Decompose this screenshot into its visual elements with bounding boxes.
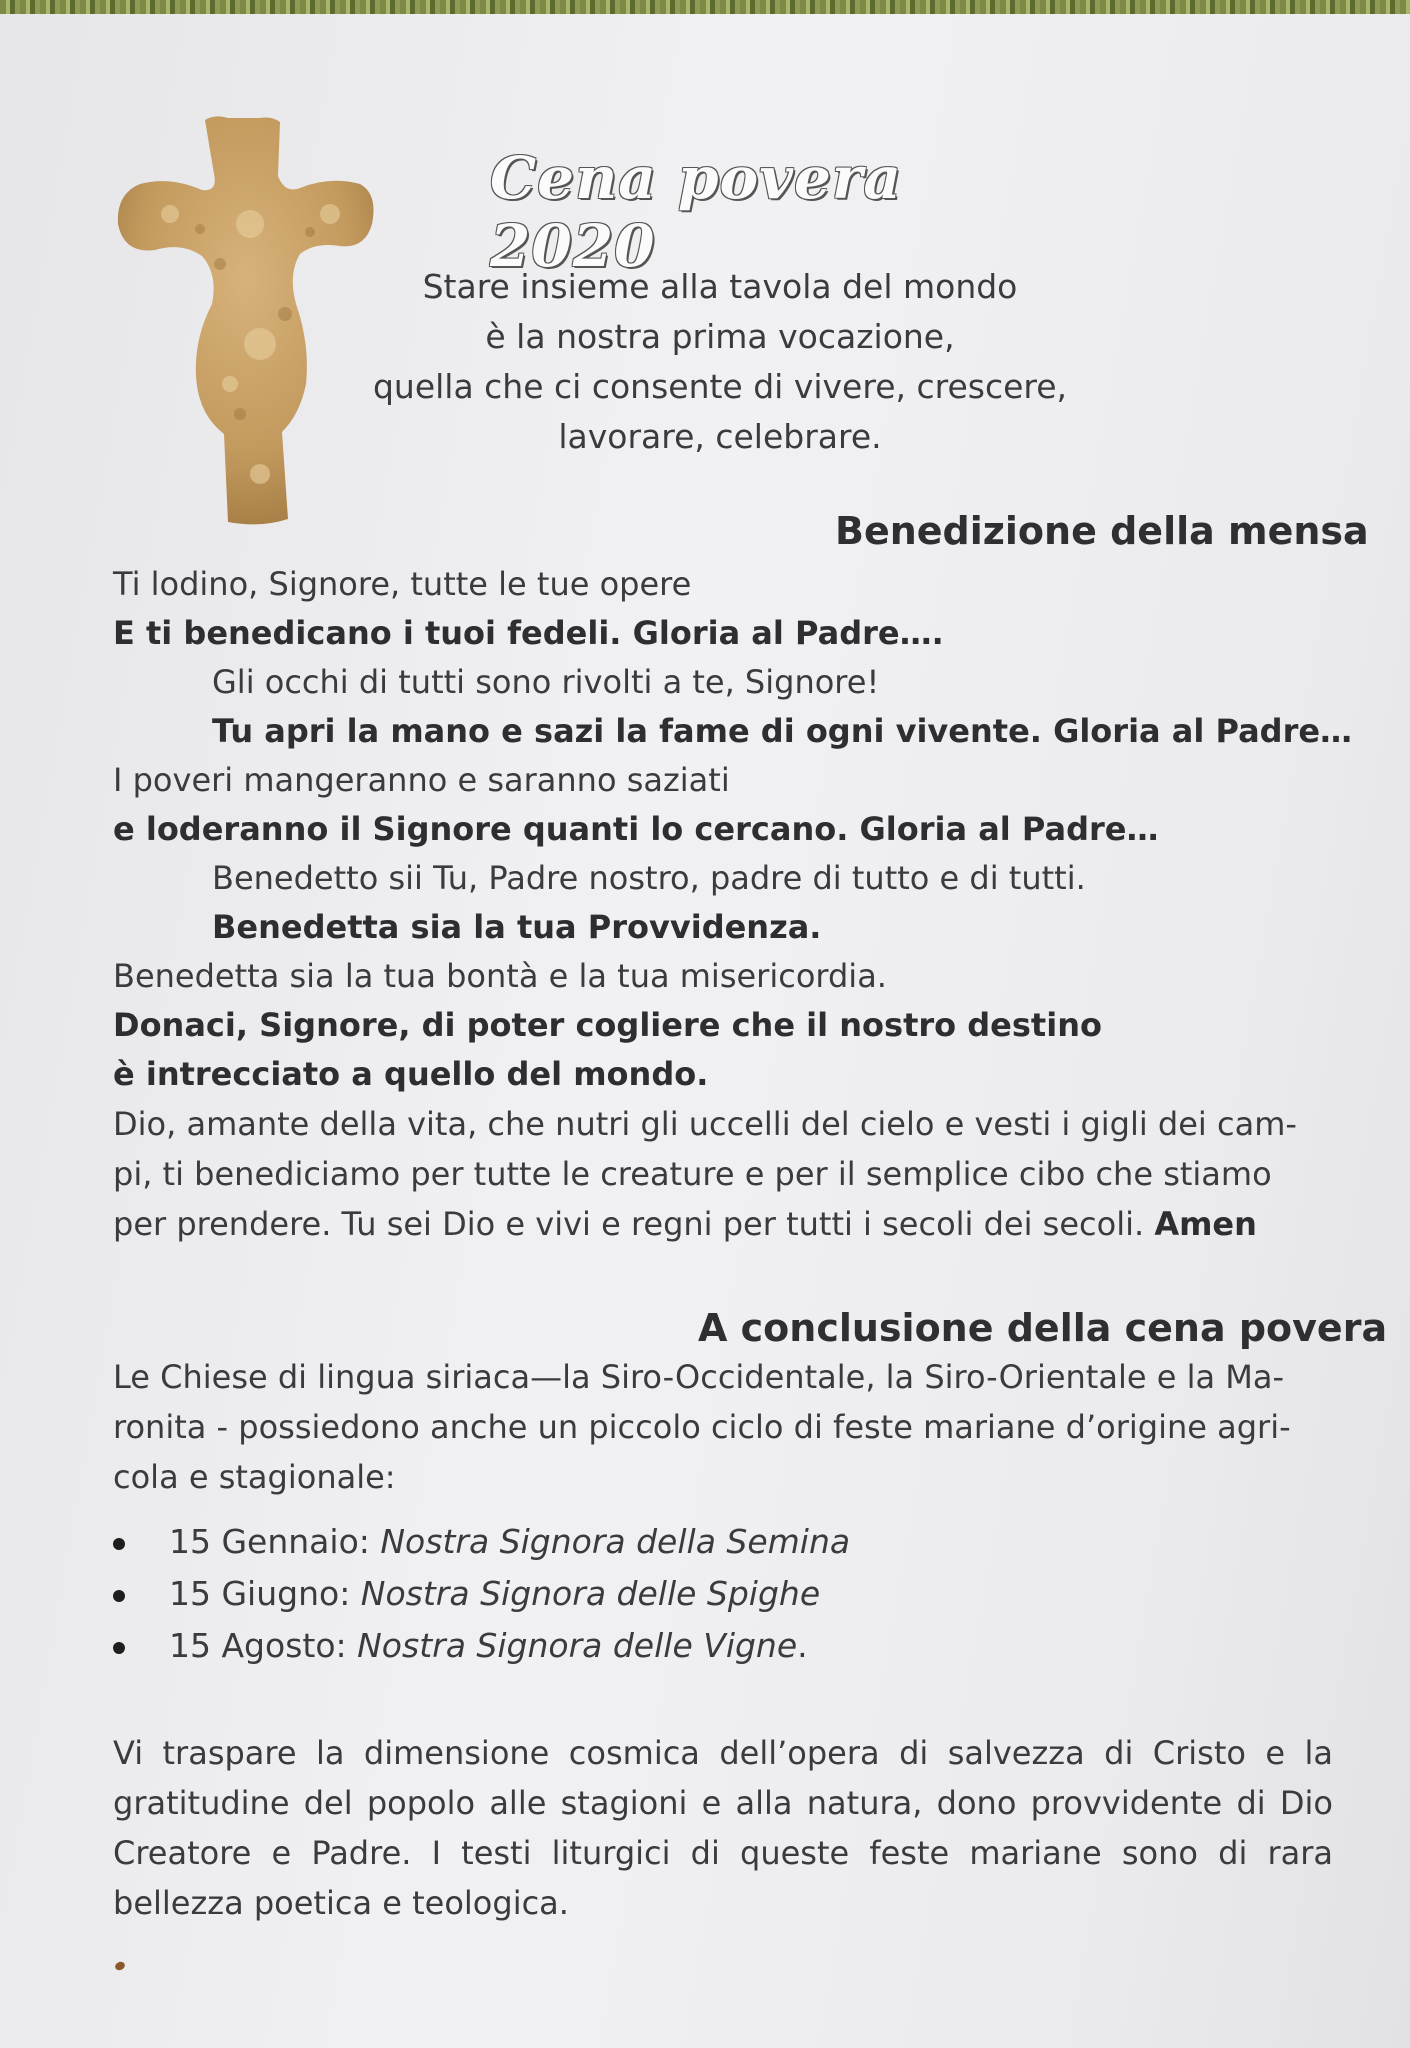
intro-line: quella che ci consente di vivere, crescere,	[372, 367, 1068, 406]
prayer-line: Tu apri la mano e sazi la fame di ogni vivente. Gloria al Padre…	[212, 712, 1353, 750]
prayer-line: Ti lodino, Signore, tutte le tue opere	[113, 565, 692, 603]
section-heading-benedizione: Benedizione della mensa	[835, 509, 1369, 553]
paragraph-line: ronita - possiedono anche un piccolo ciclo di feste mariane d’origine agri-	[113, 1408, 1291, 1446]
closing-prayer	[113, 1099, 1333, 1249]
paragraph-line: Vi traspare la dimensione cosmica dell’opera di salvezza di Cristo e la	[113, 1734, 1333, 1772]
feast-date: 15 Giugno:	[169, 1574, 361, 1613]
closing-prayer-line: pi, ti benediciamo per tutte le creature e per il semplice cibo che stiamo	[113, 1155, 1272, 1193]
feast-list-item	[113, 1626, 808, 1665]
prayer-line: Gli occhi di tutti sono rivolti a te, Signore!	[212, 663, 880, 701]
paragraph-line: cola e stagionale:	[113, 1458, 396, 1496]
feast-list-item	[113, 1574, 820, 1613]
feast-name: Nostra Signora della Semina	[380, 1522, 851, 1561]
prayer-line: Benedetto sii Tu, Padre nostro, padre di tutto e di tutti.	[212, 859, 1086, 897]
cross-icon	[110, 114, 385, 534]
prayer-line: Benedetta sia la tua Provvidenza.	[212, 908, 822, 946]
feast-date: 15 Agosto:	[169, 1626, 358, 1665]
paragraph-line: Creatore e Padre. I testi liturgici di queste feste mariane sono di rara	[113, 1834, 1333, 1872]
feast-name: Nostra Signora delle Spighe	[360, 1574, 821, 1613]
bullet-icon	[113, 1590, 125, 1602]
intro-line: è la nostra prima vocazione,	[485, 317, 955, 356]
prayer-line: Benedetta sia la tua bontà e la tua misericordia.	[113, 957, 887, 995]
prayer-line: I poveri mangeranno e saranno saziati	[113, 761, 730, 799]
final-paragraph	[113, 1728, 1333, 1928]
closing-prayer-line: Dio, amante della vita, che nutri gli uccelli del cielo e vesti i gigli dei cam-	[113, 1105, 1297, 1143]
paragraph-line: gratitudine del popolo alle stagioni e alla natura, dono provvidente di Dio	[113, 1784, 1333, 1822]
prayer-line: Donaci, Signore, di poter cogliere che il nostro destino	[113, 1006, 1102, 1044]
ink-speck	[114, 1960, 126, 1971]
page-title: Cena povera 2020	[490, 144, 902, 280]
feast-date: 15 Gennaio:	[169, 1522, 381, 1561]
prayer-line: è intrecciato a quello del mondo.	[113, 1055, 709, 1093]
closing-prayer-text: per prendere. Tu sei Dio e vivi e regni per tutti i secoli dei secoli.	[113, 1205, 1145, 1243]
closing-prayer-line	[113, 1199, 1333, 1249]
bullet-icon	[113, 1538, 125, 1550]
paper-sheet	[0, 14, 1410, 2048]
feast-end: .	[797, 1626, 808, 1665]
intro-line: Stare insieme alla tavola del mondo	[422, 267, 1018, 306]
bullet-icon	[113, 1642, 125, 1654]
feast-name: Nostra Signora delle Vigne	[357, 1626, 798, 1665]
prayer-line: e loderanno il Signore quanti lo cercano. Gloria al Padre…	[113, 810, 1159, 848]
intro-line: lavorare, celebrare.	[558, 417, 882, 456]
paragraph-line: Le Chiese di lingua siriaca—la Siro-Occidentale, la Siro-Orientale e la Ma-	[113, 1358, 1284, 1396]
syriac-paragraph	[113, 1352, 1333, 1502]
paragraph-line: bellezza poetica e teologica.	[113, 1884, 569, 1922]
intro-verse	[360, 262, 1080, 462]
amen-text: Amen	[1154, 1205, 1257, 1243]
feast-list-item	[113, 1522, 850, 1561]
section-heading-conclusione: A conclusione della cena povera	[698, 1306, 1388, 1350]
prayer-line: E ti benedicano i tuoi fedeli. Gloria al Padre….	[113, 614, 944, 652]
